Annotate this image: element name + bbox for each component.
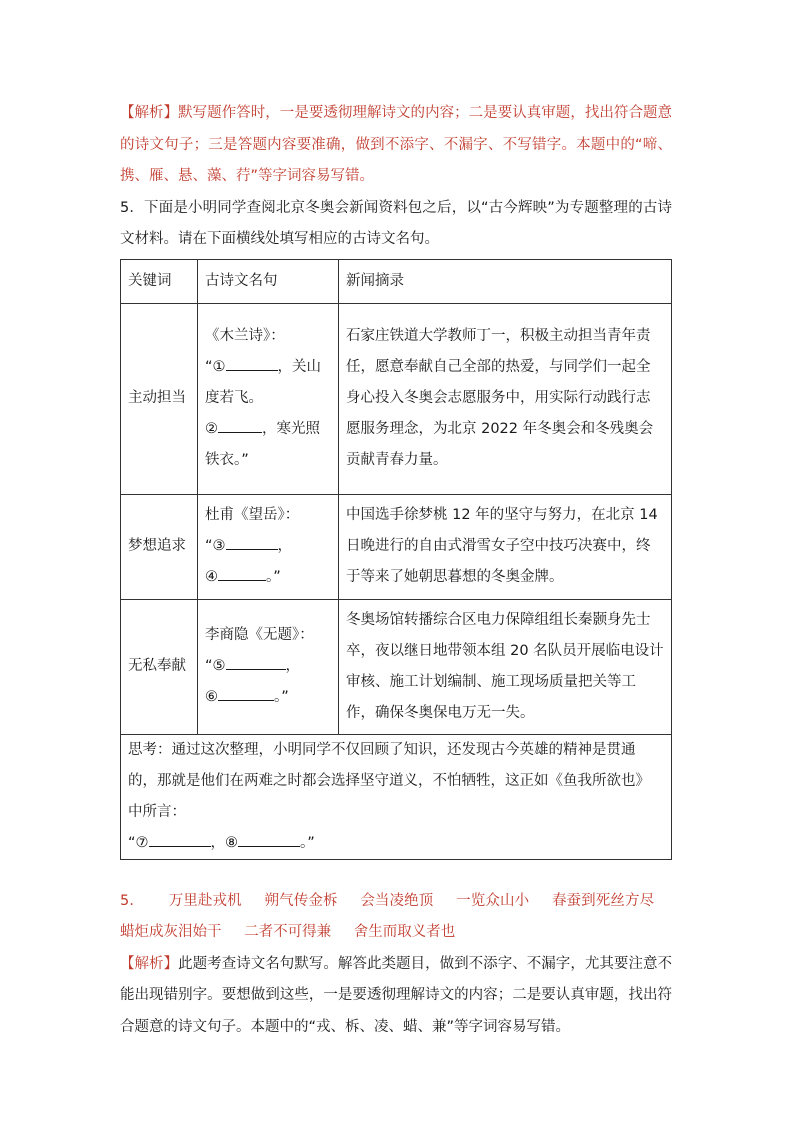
- news-cell: 中国选手徐梦桃 12 年的坚守与努力，在北京 14 日晚进行的自由式滑雪女子空中技巧决赛中，终于等来了她朝思暮想的冬奥金牌。: [339, 494, 672, 599]
- analysis-paragraph-2: [120, 949, 672, 1044]
- poem-blank-label: “③: [205, 538, 226, 554]
- answer-blank-3[interactable]: [226, 531, 278, 550]
- poem-cell: [198, 599, 339, 734]
- poem-text: ，: [285, 658, 301, 674]
- poem-blank-label: ②: [205, 421, 218, 437]
- answer-blank-1[interactable]: [226, 352, 278, 371]
- table-row: [121, 599, 672, 734]
- header-keyword: 关键词: [121, 259, 198, 303]
- question-5: 5．下面是小明同学查阅北京冬奥会新闻资料包之后，以“古今辉映”为专题整理的古诗文材料。请在下面横线处填写相应的古诗文名句。: [120, 199, 672, 247]
- analysis-text: 此题考查诗文名句默写。解答此类题目，做到不添字、不漏字，尤其要注意不能出现错别字。要想做到这些，一是要透彻理解诗文的内容；二是要认真审题，找出符合题意的诗文句子。本题中的“戎、柝、凌、蜡、兼”等字词容易写错。: [120, 955, 672, 1035]
- answer-blank-2[interactable]: [218, 414, 262, 433]
- answer-blank-8[interactable]: [238, 828, 300, 847]
- think-blank-label: “⑦: [128, 834, 149, 851]
- poem-text: ，寒光照铁衣。”: [205, 421, 320, 468]
- poem-text: ，关山度若飞。: [205, 359, 322, 406]
- think-sep: ，⑧: [210, 834, 239, 851]
- keyword-cell: 无私奉献: [121, 599, 198, 734]
- think-row: [121, 734, 672, 859]
- answer-item: 舍生而取义者也: [353, 924, 456, 940]
- answer-number: 5．: [120, 892, 144, 909]
- answer-item: 蜡炬成灰泪始干: [120, 924, 222, 940]
- poem-blank-label: “①: [205, 359, 226, 375]
- news-cell: 石家庄铁道大学教师丁一，积极主动担当青年责任，愿意奉献自己全部的热爱，与同学们一起全身心投入冬奥会志愿服务中，用实际行动践行志愿服务理念，为北京 2022 年冬奥会和冬残奥会贡献青春力量。: [339, 303, 672, 494]
- poem-blank-label: “⑤: [205, 658, 226, 674]
- table-row: [121, 303, 672, 494]
- poem-cell: [198, 303, 339, 494]
- answer-blank-4[interactable]: [218, 562, 266, 581]
- analysis-paragraph-1: [120, 98, 672, 193]
- poem-text: ，: [277, 538, 293, 554]
- header-poem: 古诗文名句: [198, 259, 339, 303]
- answer-blank-5[interactable]: [226, 651, 286, 670]
- think-cell: [121, 734, 672, 859]
- answer-item: 二者不可得兼: [244, 924, 332, 940]
- answer-paragraph: [120, 886, 672, 949]
- analysis-tag: 【解析】: [120, 955, 179, 972]
- table-row: [121, 494, 672, 599]
- keyword-cell: 主动担当: [121, 303, 198, 494]
- keyword-cell: 梦想追求: [121, 494, 198, 599]
- poem-source: 杜甫《望岳》：: [205, 507, 300, 523]
- poem-text: 。”: [274, 689, 289, 705]
- header-news: 新闻摘录: [339, 259, 672, 303]
- news-cell: 冬奥场馆转播综合区电力保障组组长秦颢身先士卒，夜以继日地带领本组 20 名队员开展临电设计审核、施工计划编制、施工现场质量把关等工作，确保冬奥保电万无一失。: [339, 599, 672, 734]
- analysis-text: 默写题作答时，一是要透彻理解诗文的内容；二是要认真审题，找出符合题意的诗文句子；三是答题内容要准确，做到不添字、不漏字、不写错字。本题中的“啼、携、雁、悬、藻、荇”等字词容易写错。: [120, 105, 672, 184]
- analysis-tag: 【解析】: [120, 105, 179, 121]
- poem-source: 李商隐《无题》：: [205, 627, 314, 643]
- answer-blank-6[interactable]: [218, 682, 274, 701]
- answer-item: 万里赴戎机: [168, 892, 242, 909]
- poem-blank-label: ⑥: [205, 689, 218, 705]
- think-end: 。”: [300, 834, 315, 851]
- think-text: 思考：通过这次整理，小明同学不仅回顾了知识，还发现古今英雄的精神是贯通的，那就是他们在两难之时都会选择坚守道义，不怕牺牲，这正如《鱼我所欲也》中所言：: [128, 741, 650, 820]
- answer-item: 一览众山小: [456, 892, 530, 909]
- answer-item: 春蚕到死丝方尽: [551, 892, 655, 909]
- poetry-table: [120, 259, 672, 860]
- answer-item: 会当凌绝顶: [360, 892, 434, 909]
- answer-blank-7[interactable]: [149, 828, 211, 847]
- document-page: [120, 98, 672, 1043]
- poem-blank-label: ④: [205, 569, 218, 585]
- answer-item: 朔气传金柝: [264, 892, 338, 909]
- poem-source: 《木兰诗》：: [205, 328, 285, 344]
- poem-cell: [198, 494, 339, 599]
- poem-text: 。”: [266, 569, 281, 585]
- table-header-row: [121, 259, 672, 303]
